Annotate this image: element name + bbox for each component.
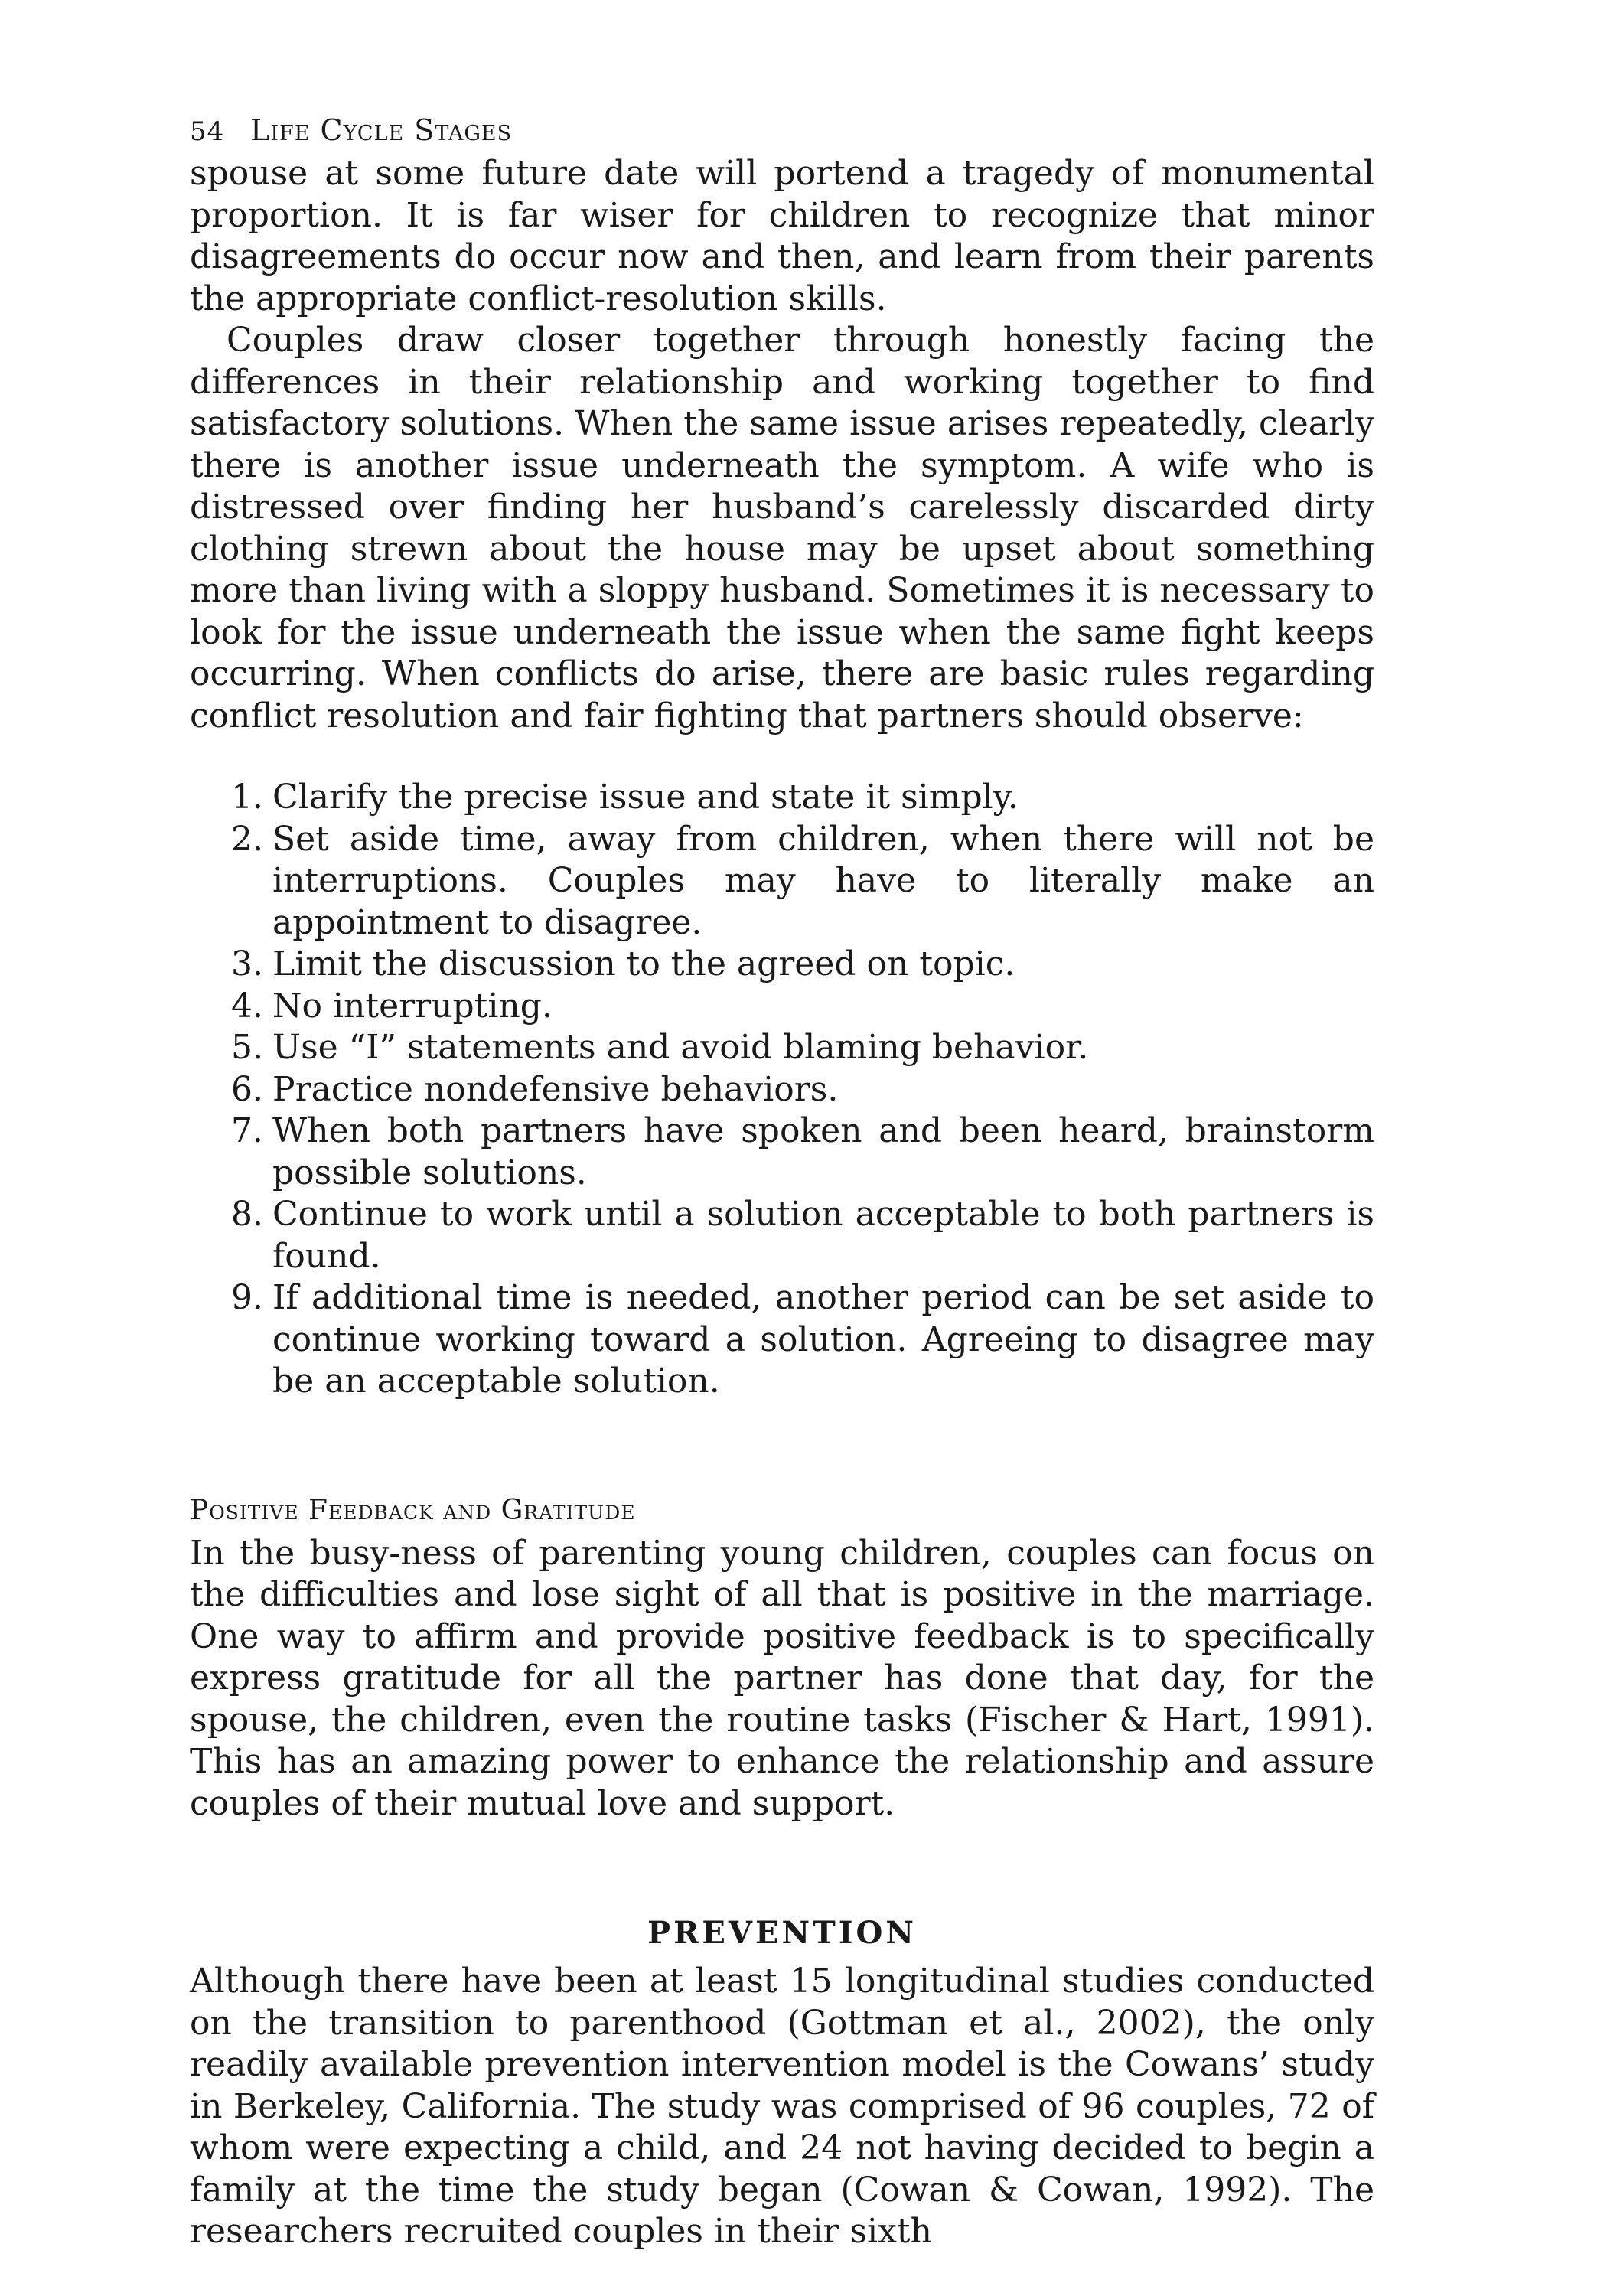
list-item-number: 3.: [231, 944, 263, 983]
list-item-text: Limit the discussion to the agreed on topic.: [272, 944, 1015, 983]
list-item-text: Use “I” statements and avoid blaming behavior.: [272, 1028, 1089, 1067]
list-item-number: 2.: [231, 819, 263, 859]
paragraph-positive-feedback: In the busy-ness of parenting young children, couples can focus on the difficulties and lose sight of all that is positive in the marriage. One way to affirm and provide positive feedback is to specifically express gratitude for all the partner has done that day, for the spouse, the children, even the routine tasks (Fischer & Hart, 1991). This has an amazing power to enhance the relationship and assure couples of their mutual love and support.: [190, 1533, 1374, 1823]
list-item-number: 7.: [231, 1111, 263, 1150]
list-item: [190, 1027, 1374, 1069]
list-item-number: 1.: [231, 778, 263, 817]
fair-fighting-rules-list: [190, 777, 1374, 1403]
list-item-text: Set aside time, away from children, when there will not be interruptions. Couples may have to literally make an appointment to disagree.: [272, 819, 1374, 942]
list-item-text: If additional time is needed, another period can be set aside to continue working toward a solution. Agreeing to disagree may be an acceptable solution.: [272, 1278, 1374, 1401]
running-head: [190, 107, 1374, 153]
list-item: [190, 819, 1374, 944]
paragraph-prevention: Although there have been at least 15 longitudinal studies conducted on the transition to parenthood (Gottman et al., 2002), the only readily available prevention intervention model is the Cowans’ study in Berkeley, California. The study was comprised of 96 couples, 72 of whom were expecting a child, and 24 not having decided to begin a family at the time the study began (Cowan & Cowan, 1992). The researchers recruited couples in their sixth: [190, 1962, 1374, 2251]
list-item-text: Continue to work until a solution acceptable to both partners is found.: [272, 1195, 1374, 1276]
list-item-number: 8.: [231, 1195, 263, 1234]
paragraph-continued: spouse at some future date will portend a tragedy of monumental proportion. It is far wiser for children to recognize that minor disagreements do occur now and then, and learn from their parents the appropriate conflict-resolution skills.: [190, 154, 1374, 318]
list-item-number: 9.: [231, 1278, 263, 1317]
list-item: [190, 1110, 1374, 1194]
list-item: [190, 986, 1374, 1028]
list-item-text: No interrupting.: [272, 986, 553, 1026]
list-item: [190, 1194, 1374, 1277]
list-item: [190, 1069, 1374, 1111]
list-item-number: 6.: [231, 1069, 263, 1109]
running-title: Life Cycle Stages: [250, 113, 513, 147]
list-item-text: Practice nondefensive behaviors.: [272, 1069, 839, 1109]
page-number: 54: [190, 116, 225, 147]
list-item-number: 5.: [231, 1028, 263, 1067]
list-item: [190, 944, 1374, 986]
list-item: [190, 1277, 1374, 1403]
subsection-heading: Positive Feedback and Gratitude: [190, 1494, 636, 1526]
list-item-text: Clarify the precise issue and state it simply.: [272, 778, 1019, 817]
list-item-text: When both partners have spoken and been heard, brainstorm possible solutions.: [272, 1111, 1374, 1192]
list-item: [190, 777, 1374, 819]
list-item-number: 4.: [231, 986, 263, 1026]
paragraph-conflict: Couples draw closer together through honestly facing the differences in their relationship and working together to find satisfactory solutions. When the same issue arises repeatedly, clearly there is another issue underneath the symptom. A wife who is distressed over finding her husband’s carelessly discarded dirty clothing strewn about the house may be upset about something more than living with a sloppy husband. Sometimes it is necessary to look for the issue underneath the issue when the same fight keeps occurring. When conflicts do arise, there are basic rules regarding conflict resolution and fair fighting that partners should observe:: [190, 321, 1374, 735]
section-heading: PREVENTION: [647, 1915, 917, 1951]
book-page: [190, 107, 1374, 2253]
